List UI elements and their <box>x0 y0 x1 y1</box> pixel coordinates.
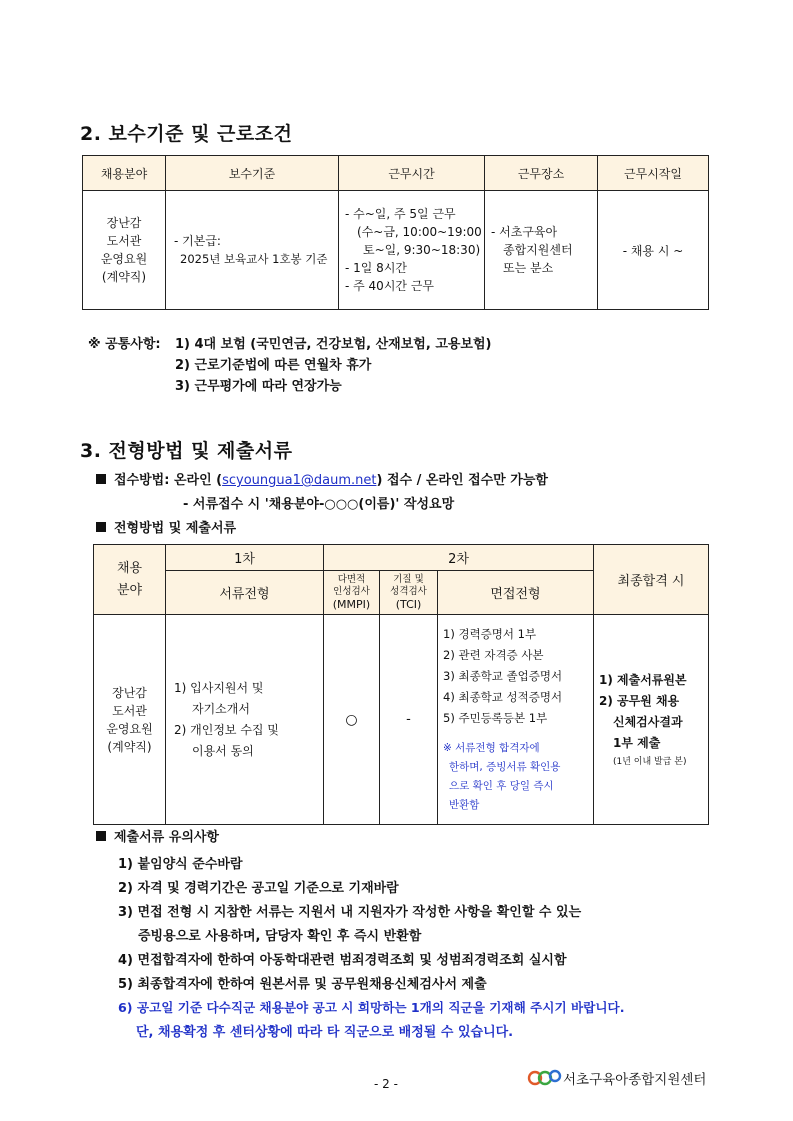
pay-conditions-table <box>82 155 709 310</box>
pay-cell <box>166 191 339 310</box>
hours-line: 토~일, 9:30~18:30) <box>363 243 481 257</box>
note-6-cont: 단, 채용확정 후 센터상황에 따라 타 직군으로 배정될 수 있습니다. <box>136 1025 514 1040</box>
receipt-method <box>96 469 548 488</box>
bullet-square-icon <box>96 474 106 484</box>
header-field: 채용분야 <box>83 156 166 191</box>
common-item-3: 3) 근무평가에 따라 연장가능 <box>175 379 342 394</box>
header-hours: 근무시간 <box>339 156 485 191</box>
field-line: 장난감 <box>112 685 147 700</box>
notes-title <box>96 826 219 845</box>
header-field-line: 분야 <box>116 582 143 598</box>
note-5: 5) 최종합격자에 한하여 원본서류 및 공무원채용신체검사서 제출 <box>118 977 487 992</box>
interview-note-line: 반환함 <box>449 799 480 811</box>
doc-line: 자기소개서 <box>192 701 250 716</box>
page-number: - 2 - <box>374 1077 398 1091</box>
tci-cell: - <box>380 615 438 825</box>
method-title-text: 전형방법 및 제출서류 <box>114 521 237 536</box>
bullet-square-icon <box>96 831 106 841</box>
notes-title-text: 제출서류 유의사항 <box>114 830 219 845</box>
selection-table <box>93 544 709 825</box>
common-item-2: 2) 근로기준법에 따른 연월차 휴가 <box>175 358 372 373</box>
place-line: 종합지원센터 <box>503 243 573 257</box>
field-line: (계약직) <box>107 739 152 754</box>
tci-line: 성격검사 <box>390 585 427 597</box>
pay-line: 2025년 보육교사 1호봉 기준 <box>180 252 328 266</box>
footer-org: 서초구육아종합지원센터 <box>563 1072 707 1088</box>
header-place: 근무장소 <box>485 156 598 191</box>
place-cell <box>485 191 598 310</box>
note-4: 4) 면접합격자에 한하여 아동학대관련 범죄경력조회 및 성범죄경력조회 실시함 <box>118 953 567 968</box>
center-logo-icon <box>527 1067 567 1089</box>
header-second-round: 2차 <box>324 545 594 571</box>
note-2: 2) 자격 및 경력기간은 공고일 기준으로 기재바람 <box>118 881 399 896</box>
header-pay: 보수기준 <box>166 156 339 191</box>
header-field <box>94 545 166 615</box>
hours-line: - 1일 8시간 <box>345 261 408 275</box>
bullet-square-icon <box>96 522 106 532</box>
place-line: - 서초구육아 <box>491 225 558 239</box>
final-cell <box>594 615 709 825</box>
email-link[interactable]: scyoungua1@daum.net <box>222 473 377 488</box>
field-cell <box>83 191 166 310</box>
doc-line: 1) 입사지원서 및 <box>174 680 264 695</box>
section-3-title: 3. 전형방법 및 제출서류 <box>80 440 293 462</box>
header-final: 최종합격 시 <box>594 545 709 615</box>
interview-note-line: ※ 서류전형 합격자에 <box>443 742 540 754</box>
hours-cell <box>339 191 485 310</box>
document-review-cell <box>166 615 324 825</box>
field-line: 운영요원 <box>100 252 148 266</box>
field-cell <box>94 615 166 825</box>
field-line: 장난감 <box>106 216 142 230</box>
mmpi-line: 다면적 <box>337 573 366 585</box>
interview-line: 5) 주민등록등본 1부 <box>443 711 548 725</box>
header-mmpi <box>324 571 380 615</box>
interview-line: 4) 최종학교 성적증명서 <box>443 690 563 704</box>
interview-line: 2) 관련 자격증 사본 <box>443 648 544 662</box>
common-item-1: 1) 4대 보험 (국민연금, 건강보험, 산재보험, 고용보험) <box>175 337 492 352</box>
header-start: 근무시작일 <box>598 156 709 191</box>
interview-cell <box>438 615 594 825</box>
final-line: 1부 제출 <box>613 735 661 750</box>
mmpi-cell: ○ <box>324 615 380 825</box>
receipt-note: - 서류접수 시 '채용분야-○○○(이름)' 작성요망 <box>183 497 455 512</box>
doc-line: 2) 개인정보 수집 및 <box>174 722 279 737</box>
start-cell: - 채용 시 ~ <box>598 191 709 310</box>
receipt-suffix: ) 접수 / 온라인 접수만 가능함 <box>376 473 548 488</box>
receipt-label: 접수방법: 온라인 ( <box>114 473 223 488</box>
interview-note-line: 으로 확인 후 당일 즉시 <box>449 780 554 792</box>
mmpi-line: (MMPI) <box>332 597 371 611</box>
field-line: 도서관 <box>112 703 147 718</box>
mmpi-line: 인성검사 <box>333 585 370 597</box>
section-2-title: 2. 보수기준 및 근로조건 <box>80 123 293 145</box>
tci-line: 기질 및 <box>393 573 424 585</box>
interview-line: 1) 경력증명서 1부 <box>443 627 537 641</box>
final-line: 신체검사결과 <box>613 714 683 729</box>
tci-line: (TCI) <box>395 597 422 611</box>
final-line: 1) 제출서류원본 <box>599 672 687 687</box>
note-1: 1) 붙임양식 준수바람 <box>118 857 243 872</box>
final-line: 2) 공무원 채용 <box>599 693 680 708</box>
header-tci <box>380 571 438 615</box>
field-line: (계약직) <box>101 270 147 284</box>
final-small-note: (1년 이내 발급 본) <box>613 756 687 767</box>
field-line: 운영요원 <box>106 721 153 736</box>
note-6: 6) 공고일 기준 다수직군 채용분야 공고 시 희망하는 1개의 직군을 기재해 주시기 바랍니다. <box>118 1000 625 1015</box>
header-document-review: 서류전형 <box>166 571 324 615</box>
header-interview: 면접전형 <box>438 571 594 615</box>
field-line: 도서관 <box>106 234 142 248</box>
header-field-line: 채용 <box>116 560 143 576</box>
doc-line: 이용서 동의 <box>192 743 254 758</box>
hours-line: - 수~일, 주 5일 근무 <box>345 207 456 221</box>
note-3: 3) 면접 전형 시 지참한 서류는 지원서 내 지원자가 작성한 사항을 확인할 수 있는 <box>118 905 582 920</box>
hours-line: (수~금, 10:00~19:00 <box>357 225 482 239</box>
common-label: ※ 공통사항: <box>88 337 161 352</box>
hours-line: - 주 40시간 근무 <box>345 279 435 293</box>
pay-line: - 기본급: <box>174 234 221 248</box>
note-3-cont: 증빙용으로 사용하며, 담당자 확인 후 즉시 반환함 <box>138 929 422 944</box>
interview-line: 3) 최종학교 졸업증명서 <box>443 669 563 683</box>
header-first-round: 1차 <box>166 545 324 571</box>
method-title <box>96 517 236 536</box>
place-line: 또는 분소 <box>503 261 554 275</box>
interview-note-line: 한하며, 증빙서류 확인용 <box>449 761 561 773</box>
